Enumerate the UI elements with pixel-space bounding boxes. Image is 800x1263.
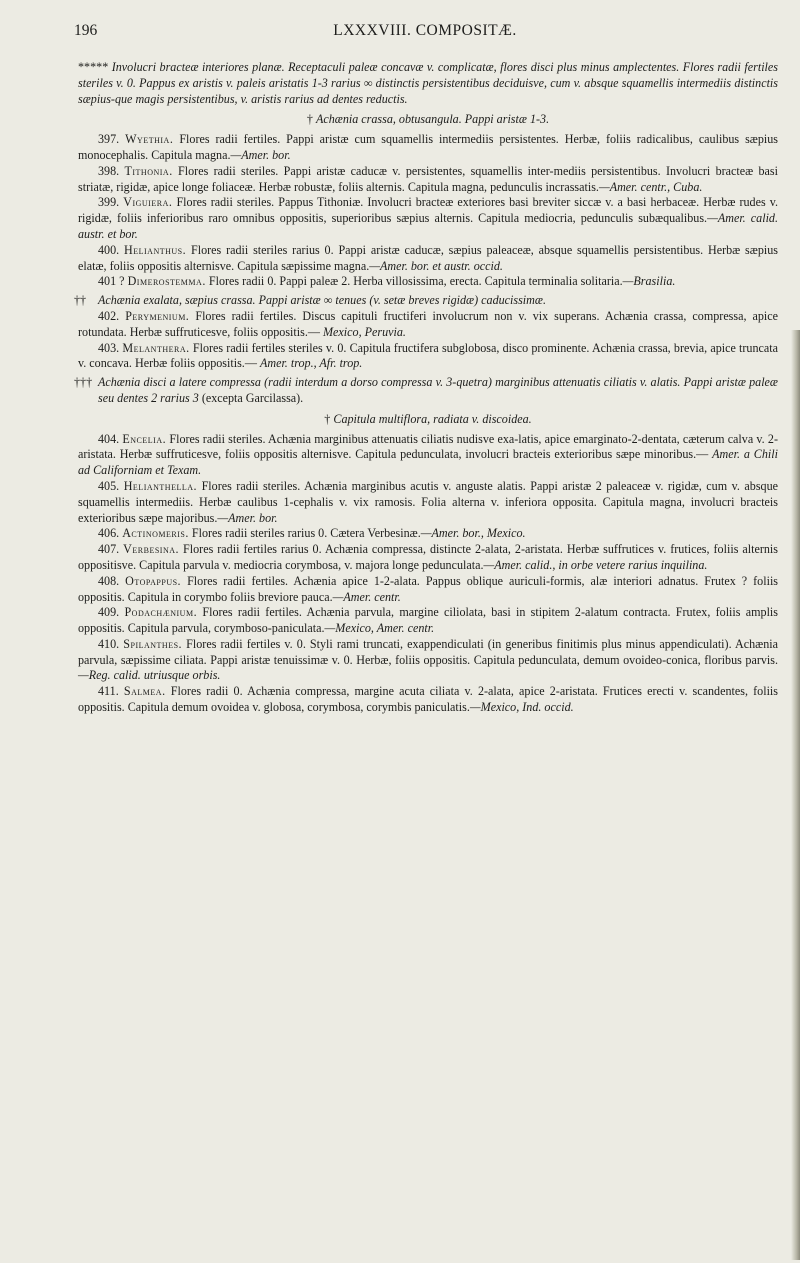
dagger-mark: †† [74, 293, 87, 308]
genus-description: Flores radii 0. Achænia compressa, margine acuta ciliata v. 2-alata, apice 2-aristata. Frutices erecti v. scandentes, foliis oppositis. Capitula demum ovoidea v. globosa, corymbosa, corymbis paniculatis. [78, 684, 779, 715]
genus-entry [78, 542, 778, 574]
key-intro [78, 60, 778, 107]
genus-distribution: —Amer. calid., in orbe vetere rarius inquilina. [483, 557, 708, 572]
subsection-heading [78, 412, 778, 428]
genus-name: Salmea. [123, 684, 166, 699]
genus-number: 403. [98, 340, 120, 355]
genus-name: Actinomeris. [122, 526, 189, 541]
running-header [74, 22, 776, 46]
genus-number: 409. [98, 605, 120, 620]
genus-entry [78, 341, 778, 373]
genus-entry [78, 574, 778, 606]
genus-number: 406. [98, 526, 120, 541]
genus-name: Tithonia. [124, 163, 173, 178]
dagger-mark: † [324, 411, 331, 426]
running-title: LXXXVIII. COMPOSITÆ. [333, 22, 517, 39]
genus-number: 408. [98, 573, 120, 588]
genus-name: Encelia. [122, 431, 167, 446]
genus-distribution: —Amer. bor. [217, 510, 278, 525]
genus-number: 411. [98, 684, 119, 699]
section-text: Achænia crassa, obtusangula. Pappi aristæ 1-3. [315, 112, 550, 127]
genus-name: Otopappus. [125, 573, 182, 588]
genus-distribution: —Amer. bor. [230, 147, 291, 162]
genus-name: Podachænium. [124, 605, 198, 620]
page-number: 196 [74, 22, 98, 39]
genus-number: 402. [98, 308, 120, 323]
genus-description: Flores radii steriles rarius 0. Cætera Verbesinæ. [191, 526, 421, 541]
genus-description: Flores radii steriles rarius 0. Pappi aristæ caducæ, sæpius paleaceæ, absque squamellis persistentibus. Herbæ sæpius elatæ, foliis oppositis alternisve. Capitula sæpissime magna. [78, 242, 778, 273]
genus-name: Verbesina. [123, 542, 180, 557]
genus-description: Flores radii fertiles. Discus capituli fructiferi involucrum non v. vix superans. Achænia crassa, compressa, apice rotundata. Herbæ suffruticesve, foliis oppositis.— [78, 308, 778, 339]
genus-description: Flores radii fertiles. Achænia apice 1-2-alata. Pappus oblique auriculi-formis, alæ interiori adnatus. Frutex ? foliis oppositis. Capitula in corymbo foliis breviore pauca. [78, 573, 779, 604]
genus-entry [78, 274, 778, 290]
genus-description: Flores radii steriles. Achænia marginibus attenuatis ciliatis nudisve exa-latis, apice emarginato-2-dentata, cæterum calva v. 2-aristata. Herbæ suffruticesve, foliis oppositis alternisve. Capitula pedunculata, involucri bracteis exterioribus sæpe minoribus.— [78, 431, 778, 462]
genus-distribution: Amer. trop., Afr. trop. [259, 356, 363, 371]
genus-entry [78, 164, 778, 196]
genus-distribution: —Amer. bor. et austr. occid. [369, 258, 503, 273]
genus-description: Flores radii steriles. Pappi aristæ caducæ v. persistentes, squamellis inter-mediis persistentibus. Involucri bracteæ basi striatæ, rigidæ, apice longe foliaceæ. Herbæ robustæ, foliis alternis. Capitula magna, pedunculis incrassatis. [78, 163, 778, 194]
genus-number: 404. [98, 431, 120, 446]
subsection-text: Capitula multiflora, radiata v. discoidea. [333, 411, 532, 426]
genus-number: 410. [98, 636, 120, 651]
genus-entry [78, 479, 778, 526]
genus-name: Spilanthes. [123, 636, 183, 651]
key-text: Involucri bracteæ interiores planæ. Receptaculi paleæ concavæ v. complicatæ, flores disci plus minus amplectentes. Flores radii fertiles steriles v. 0. Pappus ex aristis v. paleis aristatis 1-3 rarius ∞ distinctis persistentibus deciduisve, cum v. absque squamellis intermediis distinctis sæpius-que magis persistentibus, v. aristis rarius ad dentes reductis. [78, 60, 778, 106]
genus-name: Melanthera. [122, 340, 190, 355]
genus-number: 401 ? [98, 274, 125, 289]
genus-number: 400. [98, 242, 120, 257]
section-text: Achænia disci a latere compressa (radii interdum a dorso compressa v. 3-quetra) marginibus attenuatis ciliatis v. alatis. Pappi aristæ paleæ seu dentes 2 rarius 3 [98, 375, 778, 405]
genus-entry [78, 243, 778, 275]
section-text: Achænia exalata, sæpius crassa. Pappi aristæ ∞ tenues (v. setæ breves rigidæ) caducissimæ. [98, 293, 546, 308]
genus-entry [78, 605, 778, 637]
genus-distribution: Amer. a Chili ad Californiam et Texam. [78, 447, 778, 478]
key-mark: ***** [78, 60, 109, 74]
genus-number: 407. [98, 542, 120, 557]
genus-number: 399. [98, 195, 120, 210]
genus-entry [78, 432, 778, 479]
genus-description: Flores radii fertiles v. 0. Styli rami truncati, exappendiculati (in generibus finitimis plus minus appendiculati). Achænia parvula, sæpissime ciliata. Pappi aristæ tenuissimæ v. 0. Herbæ, foliis oppositis. Capitula pedunculata, demum ovoideo-conica, floribus parvis. [78, 636, 778, 667]
genus-name: Wyethia. [125, 132, 174, 147]
page-edge-shadow [791, 330, 800, 1260]
section-exception: (excepta Garcilassa). [201, 390, 304, 405]
genus-number: 405. [98, 478, 120, 493]
genus-distribution: —Amer. centr. [332, 589, 401, 604]
genus-number: 398. [98, 163, 120, 178]
genus-description: Flores radii fertiles. Achænia parvula, margine ciliolata, basi in stipitem 2-alatum contracta. Frutex, foliis amplis oppositis. Capitula parvula, corymboso-paniculata. [78, 605, 779, 636]
dagger-mark: ††† [74, 375, 93, 390]
section-heading [78, 112, 778, 128]
genus-entry [78, 195, 778, 242]
section-heading [74, 293, 778, 309]
genus-entry [78, 309, 778, 341]
genus-description: Flores radii steriles. Pappus Tithoniæ. Involucri bracteæ exteriores basi breviter siccæ v. a basi herbaceæ. Herbæ rudes v. rigidæ, foliis inferioribus raro omnibus oppositis, superioribus sæpius alternis. Capitula mediocria, pedunculis subæqualibus. [78, 195, 779, 226]
text-body [74, 60, 779, 716]
genus-distribution: —Amer. centr., Cuba. [598, 179, 703, 194]
genus-entry [78, 637, 778, 684]
genus-name: Helianthella. [123, 478, 198, 493]
genus-name: Helianthus. [124, 242, 187, 257]
genus-name: Dimerostemma. [127, 274, 206, 289]
genus-description: Flores radii fertiles steriles v. 0. Capitula fructifera subglobosa, disco prominente. Achænia crassa, brevia, apice truncata v. concava. Herbæ foliis oppositis.— [78, 340, 778, 371]
genus-description: Flores radii fertiles. Pappi aristæ cum squamellis intermediis persistentes. Herbæ, foliis radicalibus, caulibus sæpius monocephalis. Capitula magna. [78, 132, 779, 162]
genus-description: Flores radii steriles. Achænia marginibus acutis v. anguste alatis. Pappi aristæ 2 paleaceæ v. rigidæ, cum v. absque squamellis intermediis. Herbæ caulibus 1-cephalis v. vix ramosis. Folia alterna v. inferiora opposita. Capitula magna, involucri bracteis exterioribus sæpe majoribus. [78, 478, 779, 525]
dagger-mark: † [306, 112, 313, 127]
genus-distribution: Mexico, Peruvia. [322, 324, 406, 339]
section-heading [74, 375, 778, 407]
genus-description: Flores radii 0. Pappi paleæ 2. Herba villosissima, erecta. Capitula terminalia solitaria. [208, 274, 623, 289]
genus-description: Flores radii fertiles rarius 0. Achænia compressa, distincte 2-alata, 2-aristata. Herbæ suffrutices v. frutices, foliis alternis oppositisve. Capitula parvula v. mediocria corymbosa, v. majora longe pedunculata. [78, 542, 778, 572]
genus-entry [78, 684, 778, 716]
genus-distribution: —Mexico, Ind. occid. [469, 700, 574, 715]
genus-name: Perymenium. [125, 308, 190, 323]
genus-distribution: —Brasilia. [622, 274, 676, 289]
genus-name: Viguiera. [123, 195, 173, 210]
genus-entry [78, 132, 778, 164]
genus-entry [78, 526, 778, 542]
genus-number: 397. [98, 132, 120, 147]
genus-distribution: —Mexico, Amer. centr. [324, 621, 435, 636]
genus-distribution: —Amer. calid. austr. et bor. [78, 211, 779, 241]
genus-distribution: —Reg. calid. utriusque orbis. [78, 668, 221, 683]
genus-distribution: —Amer. bor., Mexico. [420, 526, 526, 541]
